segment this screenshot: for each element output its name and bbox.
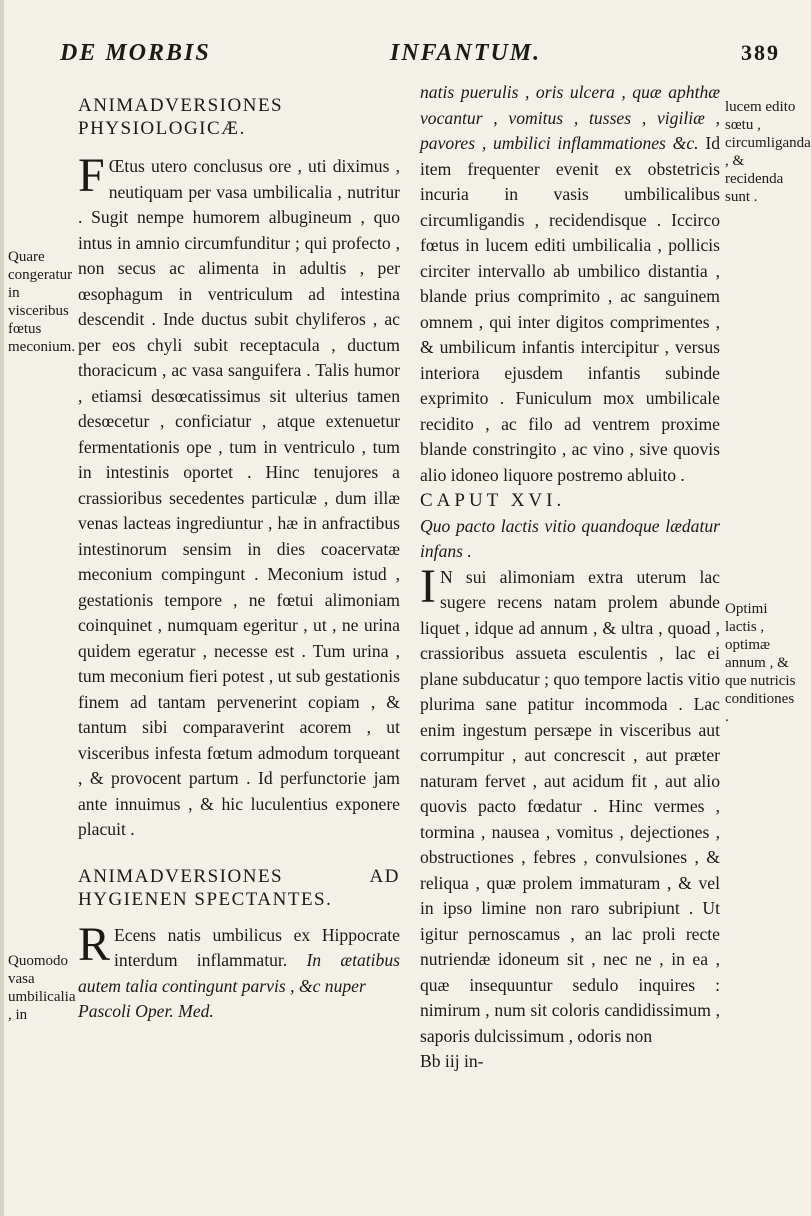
paragraph-umbilicus [78, 917, 400, 1000]
page-number: 389 [741, 40, 780, 65]
paragraph-text: Œtus utero conclusus ore , uti diximus , neutiquam per vasa umbilicalia , nutritur . Sugit nempe humorem albugineum , quo intus in amnio circumfunditur ; qui profecto , non secus ac alimenta in adultis , per œsophagum in ventriculum ad intestina descendit . Inde ductus subit chyliferos , ac per eos chyli subit receptacula , ductum thoracicum , ac vasa sanguifera . Talis humor , etiamsi desœcatissimus sit ulterius tamen desœcetur , conficiatur , atque extenuetur fermentationis ope , tum in ventriculo , tum in intestinis oportet . Hinc tenujores a crassioribus secedentes particulæ , dum illæ venas lacteas ingrediuntur , hæ in anfractibus intestinorum sensim in dies coacervatæ meconium compingunt . Meconium istud , gestationis tempore , ne fœtui alimoniam coinquinet , numquam egeritur , ut , ne urina quidem egeratur , necesse est . Tum urina , tum meconium fieri potest , ut sub gestationis finem ad tantam pervenerint copiam , & tantum sibi comparaverint acorem , ut visceribus infesta fœtum admodum torqueant , & provocent partum . Id perfunctorie jam ante innuimus , & hic luculentius exponere placuit . [78, 156, 400, 839]
margin-note-right-2: Optimi lactis , optimæ annum , & que nutricis conditiones . [725, 601, 796, 725]
running-header [60, 40, 780, 82]
paragraph-italic: In ætatibus autem talia contingunt parvis , &c nuper [78, 950, 400, 996]
drop-cap: F [78, 149, 105, 202]
section-heading-physiology: ANIMADVERSIONES PHYSIOLOGICÆ. [78, 95, 284, 139]
signature-line: Bb iij in- [420, 1051, 484, 1071]
chapter-subtitle: Quo pacto lactis vitio quandoque lædatur infans . [420, 515, 720, 561]
margin-note-right-1: lucem edito sœtu , circumliganda , & recidenda sunt . [725, 99, 811, 205]
paragraph-text: Ecens natis umbilicus ex Hippocrate interdum inflammatur. [114, 924, 400, 970]
section-heading-hygiene: ANIMADVERSIONES AD HYGIENEN SPECTANTES. [78, 865, 400, 910]
left-column [78, 88, 400, 1025]
paragraph-text: Id item frequenter evenit ex obstetricis incuria in vasis umbilicalibus circumligandis , recidendisque . Iccirco fœtus in lucem editi umbilicalia , pollicis circiter intervallo ab umbilico distantia , blande prius comprimito , ac sanguinem omnem , qui inter digitos comprimentes , & umbilicum infantis intercipitur , versus interiora ejusdem infantis subinde exprimito . Funiculum mox umbilicale recidito , ac filo ad ventrem proxime blande constringito , ac vino , sive quovis alio idoneo liquore postremo abluito . [420, 133, 720, 485]
binding-edge [0, 0, 4, 1216]
header-right: INFANTUM. [390, 40, 542, 66]
header-left: DE MORBIS [60, 40, 211, 66]
paragraph-fetus [78, 149, 400, 843]
paragraph-text: N sui alimoniam extra uterum lac sugere recens natam prolem abunde liquet , idque ad annum , & ultra , quoad , crassioribus assueta esculentis , lac ei plane subducatur ; quo tempore lactis vitio plurima sane patitur incommoda . Lac enim ingestum persæpe in visceribus aut corrumpitur , aut concrescit , aut præter naturam fervet , aut acidum fit , aut alio quovis pacto fœdatur . Hinc vermes , tormina , nausea , vomitus , dejectiones , obstructiones , febres , convulsiones , & reliqua , quæ prolem immaturam , & vel in ipso limine non raro subripiunt . Ut igitur pernoscamus , an lac proli recte nutriendæ idoneum sit , nec ne , in ea , quæ insequuntur sedulo inquires : nimirum , num sit coloris candidissimum , saporis dulcissimum , odoris non [420, 566, 720, 1046]
paragraph-continued [420, 80, 720, 488]
right-column [420, 80, 720, 1075]
margin-note-left-2: Quomodo vasa umbilicalia , in [8, 953, 76, 1023]
margin-note-left-1: Quare congeratur in visceribus fœtus meconium. [8, 249, 76, 355]
drop-cap: R [78, 917, 111, 971]
paragraph-italic: natis puerulis , oris ulcera , quæ aphthæ vocantur , vomitus , tusses , vigiliæ , pavores , umbilici inflammationes &c. [420, 82, 720, 153]
paragraph-milk [420, 559, 720, 1050]
signature-line: Pascoli Oper. Med. [78, 1001, 214, 1021]
chapter-heading: CAPUT XVI. [420, 490, 566, 511]
drop-cap: I [420, 559, 436, 613]
